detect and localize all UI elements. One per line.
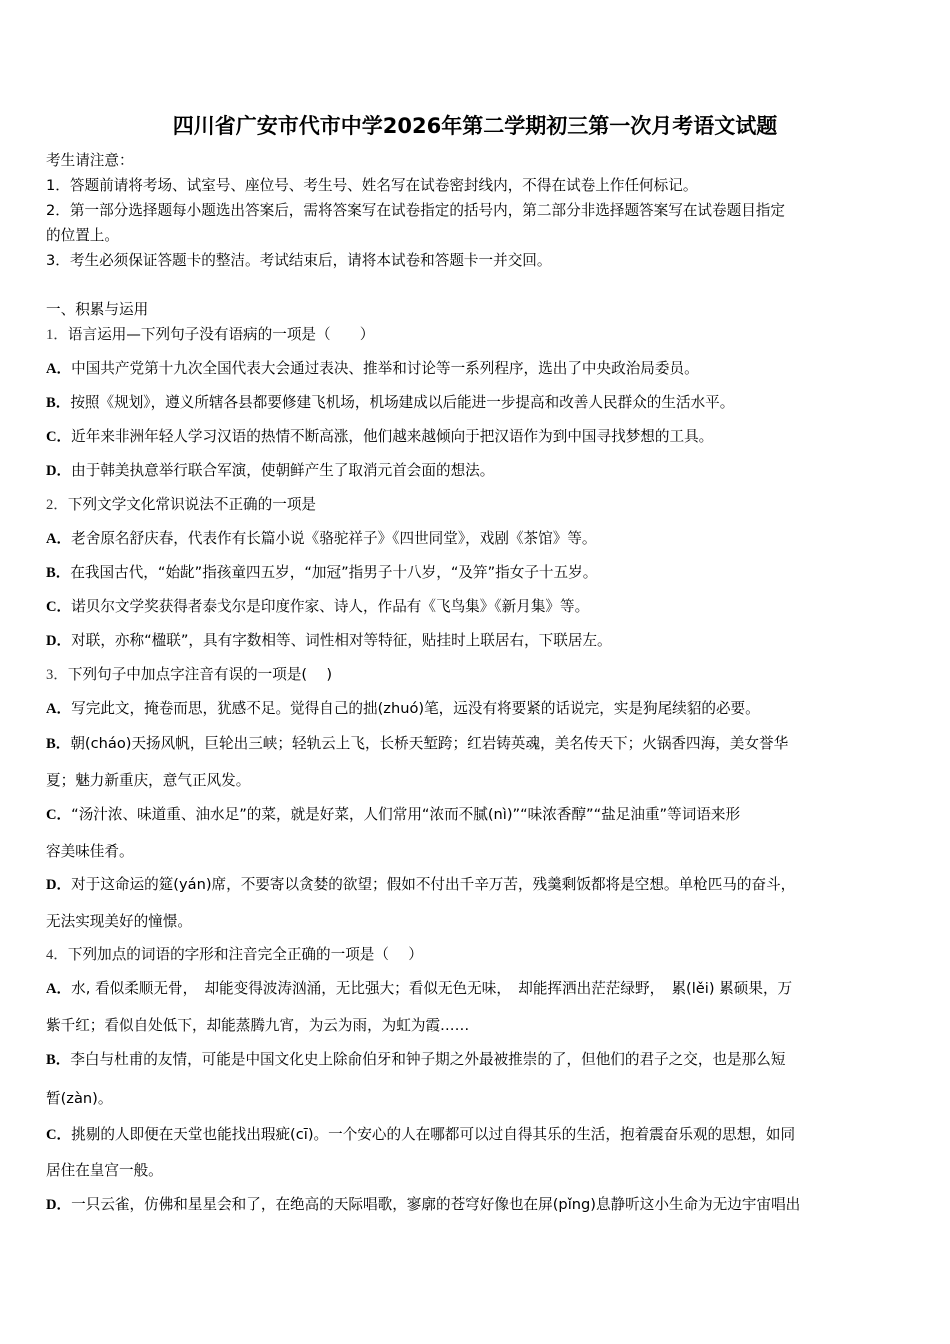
option-text: 由于韩美执意举行联合军演，使朝鲜产生了取消元首会面的想法。 [71, 462, 495, 479]
option-row [46, 1194, 800, 1216]
question-number: 1． [46, 327, 68, 343]
option-row [46, 562, 597, 584]
option-text: 在我国古代，“始龀”指孩童四五岁，“加冠”指男子十八岁，“及笄”指女子十五岁。 [70, 564, 598, 581]
option-continuation: 无法实现美好的憧憬。 [46, 913, 192, 930]
option-row [46, 733, 788, 755]
option-text: 老舍原名舒庆春，代表作有长篇小说《骆驼祥子》《四世同堂》，戏剧《茶馆》等。 [71, 530, 597, 547]
option-label: C． [46, 599, 72, 615]
option-text: 中国共产党第十九次全国代表大会通过表决、推举和讨论等一系列程序，选出了中央政治局委员。 [71, 360, 699, 377]
section-heading: 一、积累与运用 [46, 301, 149, 318]
option-row [46, 392, 734, 414]
question-text: 下列句子中加点字注音有误的一项是( ) [67, 666, 333, 683]
option-label: B． [46, 1052, 71, 1068]
option-row [46, 630, 612, 652]
option-row [46, 874, 795, 896]
option-row [46, 1124, 795, 1146]
option-text: 写完此文，掩卷而思，犹感不足。觉得自己的拙(zhuó)笔，远没有将要紧的话说完，实是狗尾续貂的必要。 [71, 700, 760, 717]
option-label: A． [46, 361, 72, 377]
question-stem [46, 664, 332, 686]
notice-item: 3．考生必须保证答题卡的整洁。考试结束后，请将本试卷和答题卡一并交回。 [46, 252, 552, 269]
option-label: D． [46, 1197, 72, 1213]
option-row [46, 1049, 785, 1071]
option-text: “汤汁浓、味道重、油水足”的菜，就是好菜，人们常用“浓而不腻(nì)”“味浓香醇”“盐足油重”等词语来形 [71, 806, 741, 823]
question-stem [46, 944, 423, 966]
option-text: 对联，亦称“楹联”，具有字数相等、词性相对等特征，贴挂时上联居右，下联居左。 [71, 632, 612, 649]
question-number: 2． [46, 497, 68, 513]
option-continuation: 容美味佳肴。 [46, 843, 134, 860]
option-label: B． [46, 736, 71, 752]
notice-item: 1．答题前请将考场、试室号、座位号、考生号、姓名写在试卷密封线内，不得在试卷上作任何标记。 [46, 177, 698, 194]
option-row [46, 358, 699, 380]
option-label: D． [46, 877, 72, 893]
option-text: 李白与杜甫的友情，可能是中国文化史上除俞伯牙和钟子期之外最被推崇的了，但他们的君子之交，也是那么短 [70, 1051, 786, 1068]
option-label: B． [46, 565, 71, 581]
question-text: 语言运用—下列句子没有语病的一项是（ ） [67, 326, 375, 343]
option-label: A． [46, 981, 72, 997]
notice-item: 2．第一部分选择题每小题选出答案后，需将答案写在试卷指定的括号内，第二部分非选择题答案写在试卷题目指定 [46, 202, 785, 219]
page-title: 四川省广安市代市中学2026年第二学期初三第一次月考语文试题 [172, 114, 778, 138]
option-row [46, 596, 589, 618]
option-text: 挑剔的人即便在天堂也能找出瑕疵(cī)。一个安心的人在哪都可以过自得其乐的生活，抱着震奋乐观的思想，如同 [71, 1126, 796, 1143]
option-row [46, 426, 713, 448]
option-row [46, 978, 792, 1000]
option-label: D． [46, 633, 72, 649]
option-continuation: 紫千红；看似自处低下，却能蒸腾九宵，为云为雨，为虹为霞…… [46, 1017, 470, 1034]
question-number: 4． [46, 947, 68, 963]
question-stem [46, 324, 374, 346]
question-text: 下列文学文化常识说法不正确的一项是 [67, 496, 317, 513]
option-label: D． [46, 463, 72, 479]
option-continuation: 居住在皇宫一般。 [46, 1162, 163, 1179]
option-label: B． [46, 395, 71, 411]
option-text: 朝(cháo)天扬风帆，巨轮出三峡；轻轨云上飞，长桥天堑跨；红岩铸英魂，美名传天下；火锅香四海，美女誉华 [70, 735, 789, 752]
option-row [46, 460, 494, 482]
question-stem [46, 494, 316, 516]
option-row [46, 528, 597, 550]
question-number: 3． [46, 667, 68, 683]
option-text: 对于这命运的筵(yán)席，不要寄以贪婪的欲望；假如不付出千辛万苦，残羹剩饭都将是空想。单枪匹马的奋斗， [71, 876, 796, 893]
option-row [46, 804, 740, 826]
option-label: C． [46, 807, 72, 823]
option-text: 一只云雀，仿佛和星星会和了，在绝高的天际唱歌，寥廓的苍穹好像也在屏(pǐng)息静听这小生命为无边宇宙唱出 [71, 1196, 801, 1213]
notice-heading: 考生请注意： [46, 152, 134, 169]
option-text: 近年来非洲年轻人学习汉语的热情不断高涨，他们越来越倾向于把汉语作为到中国寻找梦想的工具。 [71, 428, 714, 445]
option-continuation: 夏；魅力新重庆，意气正风发。 [46, 772, 251, 789]
option-label: C． [46, 429, 72, 445]
option-label: C． [46, 1127, 72, 1143]
question-text: 下列加点的词语的字形和注音完全正确的一项是（ ） [67, 946, 423, 963]
option-row [46, 698, 760, 720]
option-text: 诺贝尔文学奖获得者泰戈尔是印度作家、诗人，作品有《飞鸟集》《新月集》等。 [71, 598, 590, 615]
option-text: 按照《规划》，遵义所辖各县都要修建飞机场，机场建成以后能进一步提高和改善人民群众的生活水平。 [70, 394, 735, 411]
notice-item: 的位置上。 [46, 227, 119, 244]
option-text: 水, 看似柔顺无骨， 却能变得波涛汹涌，无比强大；看似无色无味， 却能挥洒出茫茫绿野， 累(lěi) 累硕果，万 [71, 980, 793, 997]
option-label: A． [46, 701, 72, 717]
option-continuation: 暂(zàn)。 [46, 1090, 113, 1107]
option-label: A． [46, 531, 72, 547]
